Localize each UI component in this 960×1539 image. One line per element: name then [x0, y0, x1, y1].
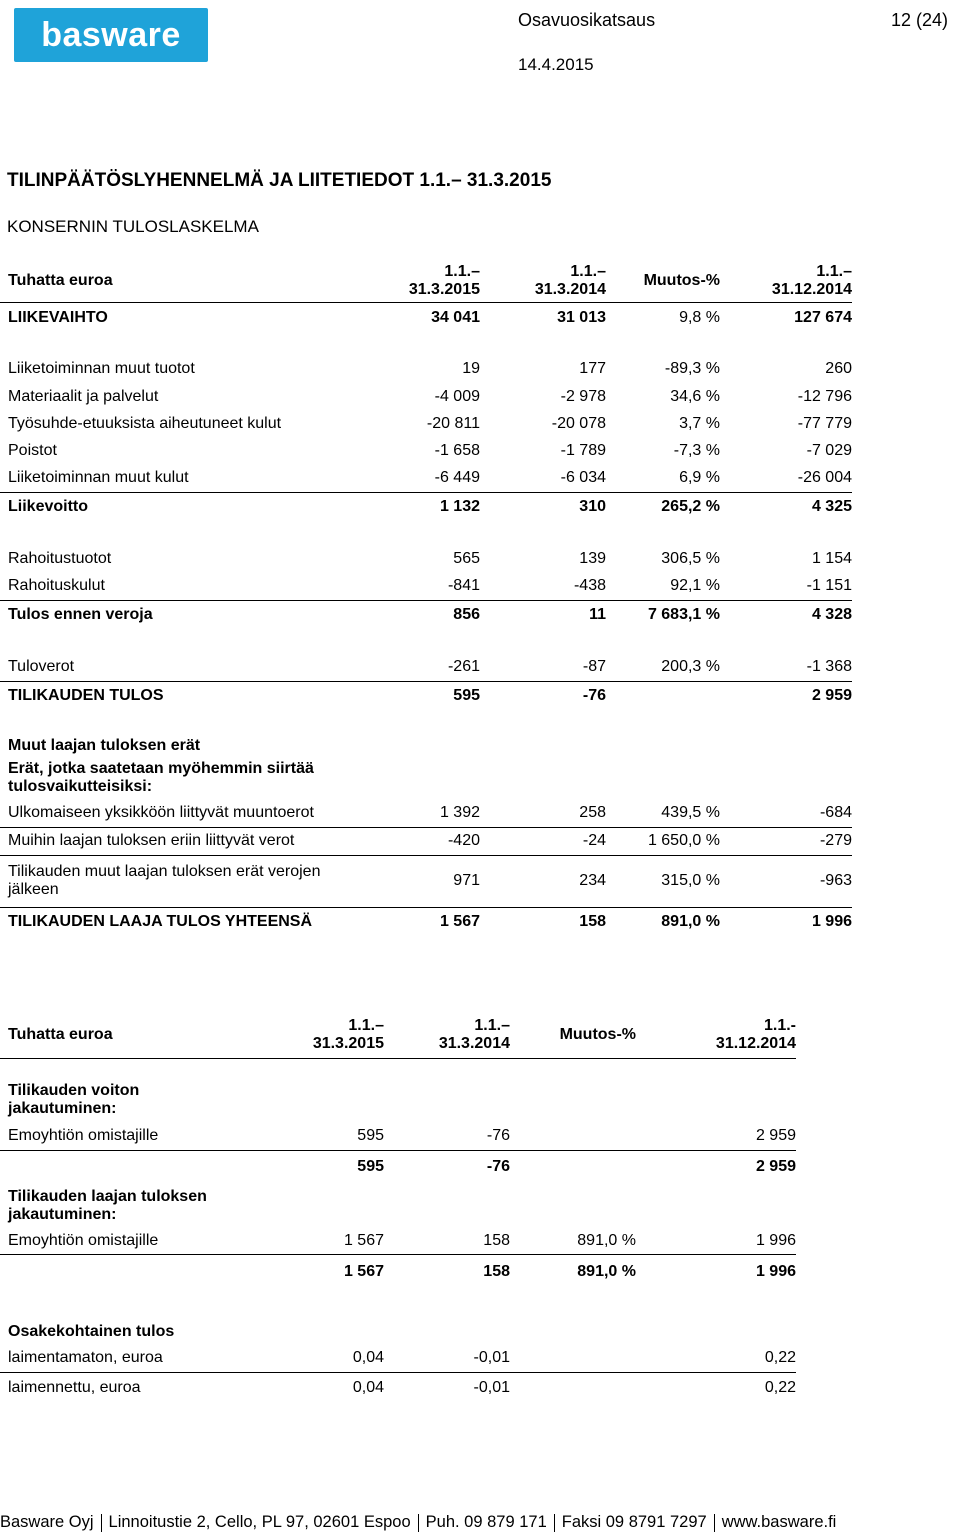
- table-row: Muihin laajan tuloksen eriin liittyvät verot -420 -24 1 650,0 % -279: [0, 827, 852, 855]
- footer-phone: Puh. 09 879 171: [425, 1513, 547, 1531]
- col-header-q1-2014: 1.1.– 31.3.2014: [480, 260, 606, 302]
- table-row: Tilikauden muut laajan tuloksen erät verojen jälkeen 971 234 315,0 % -963: [0, 855, 852, 907]
- spacer-row: [0, 333, 852, 355]
- unit-label: Tuhatta euroa: [0, 1013, 262, 1058]
- spacer-row: [0, 1058, 796, 1078]
- col-header-change: Muutos-%: [606, 260, 720, 302]
- table-header-row: [0, 260, 852, 302]
- table-row: Liiketoiminnan muut kulut -6 449 -6 034 6,9 % -26 004: [0, 464, 852, 492]
- page-footer: [0, 1513, 960, 1532]
- basware-logo: [14, 8, 208, 62]
- footer-separator: [418, 1514, 419, 1532]
- col-header-change: Muutos-%: [510, 1013, 636, 1058]
- subtotal-row: 595 -76 2 959: [357, 1158, 796, 1176]
- table-row: laimennettu, euroa 0,04 -0,01 0,22: [8, 1379, 796, 1397]
- table-row: Rahoituskulut -841 -438 92,1 % -1 151: [0, 573, 852, 600]
- table-row: Tuloverot -261 -87 200,3 % -1 368: [0, 653, 852, 681]
- col-header-q1-2015: 1.1.– 31.3.2015: [262, 1013, 384, 1058]
- table-row: Poistot -1 658 -1 789 -7,3 % -7 029: [8, 441, 852, 459]
- table-row: Ulkomaiseen yksikköön liittyvät muuntoerot 1 392 258 439,5 % -684: [0, 799, 852, 827]
- table-row: Emoyhtiön omistajille 595 -76 2 959: [0, 1122, 796, 1150]
- spacer-row: [0, 629, 852, 653]
- footer-website[interactable]: www.basware.fi: [721, 1513, 837, 1531]
- footer-separator: [554, 1514, 555, 1532]
- col-header-q1-2014: 1.1.– 31.3.2014: [384, 1013, 510, 1058]
- table-header-row: [0, 1013, 796, 1058]
- footer-fax: Faksi 09 8791 7297: [561, 1513, 707, 1531]
- col-header-q1-2015: 1.1.– 31.3.2015: [355, 260, 480, 302]
- table-row: Tulos ennen veroja 856 11 7 683,1 % 4 328: [8, 605, 852, 623]
- section-heading-row: Osakekohtainen tulos: [8, 1323, 175, 1340]
- distribution-table: [0, 1013, 796, 1404]
- section-heading-row: Muut laajan tuloksen erät: [8, 737, 201, 754]
- table-row: Emoyhtiön omistajille 1 567 158 891,0 % 1 996: [0, 1228, 796, 1254]
- spacer-row: [0, 710, 852, 735]
- table-row: Materiaalit ja palvelut -4 009 -2 978 34,6 % -12 796: [8, 387, 852, 405]
- footer-address: Linnoitustie 2, Cello, PL 97, 02601 Espoo: [108, 1513, 411, 1531]
- income-statement-table: [0, 260, 852, 936]
- footer-company: Basware Oyj: [0, 1513, 94, 1531]
- subtotal-row: 1 567 158 891,0 % 1 996: [343, 1262, 796, 1280]
- table-row: Liiketoiminnan muut tuotot 19 177 -89,3 % 260: [8, 360, 852, 377]
- report-date: 14.4.2015: [518, 55, 594, 74]
- basware-logo-mark: [14, 8, 208, 62]
- footer-separator: [101, 1514, 102, 1532]
- table-row: Työsuhde-etuuksista aiheutuneet kulut -20 811 -20 078 3,7 % -77 779: [8, 414, 852, 432]
- section-heading-row: Tilikauden laajan tuloksen jakautuminen:: [8, 1188, 207, 1223]
- footer-separator: [714, 1514, 715, 1532]
- spacer-row: [0, 1289, 796, 1320]
- page-number: 12 (24): [890, 10, 948, 30]
- table-row: LIIKEVAIHTO 34 041 31 013 9,8 % 127 674: [8, 308, 852, 326]
- table-row: TILIKAUDEN TULOS 595 -76 2 959: [8, 686, 852, 704]
- page-title: TILINPÄÄTÖSLYHENNELMÄ JA LIITETIEDOT 1.1.– 31.3.2015: [7, 170, 552, 191]
- col-header-fy-2014: 1.1.– 31.12.2014: [720, 260, 852, 302]
- spacer-row: [0, 521, 852, 545]
- section-heading-row: Erät, jotka saatetaan myöhemmin siirtää tulosvaikutteisiksi:: [8, 760, 314, 795]
- document-title: Osavuosikatsaus: [518, 10, 656, 30]
- unit-label: Tuhatta euroa: [0, 260, 355, 302]
- svg-text:basware: basware: [41, 16, 181, 54]
- section-title: KONSERNIN TULOSLASKELMA: [7, 217, 259, 236]
- table-row: laimentamaton, euroa 0,04 -0,01 0,22: [0, 1344, 796, 1372]
- table-row: Rahoitustuotot 565 139 306,5 % 1 154: [8, 550, 852, 567]
- table-row: Liikevoitto 1 132 310 265,2 % 4 325: [8, 497, 852, 515]
- col-header-fy-2014: 1.1.- 31.12.2014: [636, 1013, 796, 1058]
- table-row: TILIKAUDEN LAAJA TULOS YHTEENSÄ 1 567 158 891,0 % 1 996: [8, 912, 852, 930]
- section-heading-row: Tilikauden voiton jakautuminen:: [8, 1082, 140, 1117]
